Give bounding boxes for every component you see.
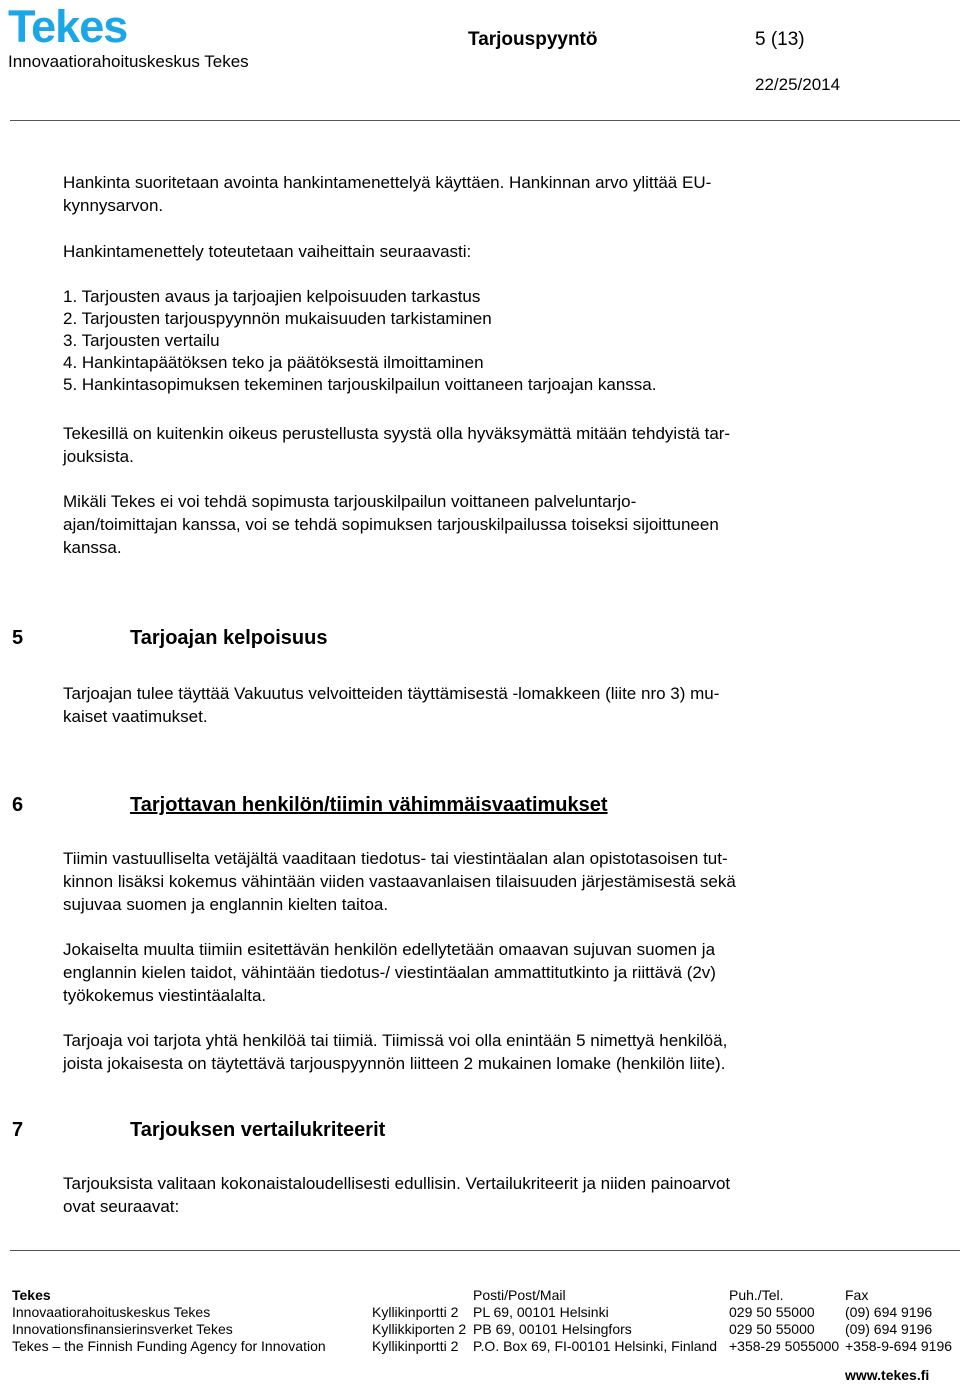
text-line: ajan/toimittajan kanssa, voi se tehdä sopimuksen tarjouskilpailussa toiseksi sijoittuneen — [63, 515, 719, 534]
footer-line: Innovationsfinansierinsverket Tekes — [12, 1321, 233, 1337]
footer-line: Fax — [845, 1287, 869, 1303]
footer-fax — [845, 1287, 952, 1355]
footer-line: PB 69, 00101 Helsingfors — [473, 1321, 632, 1337]
text-line: Hankinta suoritetaan avointa hankintamenettelyä käyttäen. Hankinnan arvo ylittää EU- — [63, 173, 712, 192]
text-line: sujuvaa suomen ja englannin kielten taitoa. — [63, 895, 389, 914]
footer-line: Innovaatiorahoituskeskus Tekes — [12, 1304, 211, 1320]
section-6-number: 6 — [12, 794, 24, 816]
tekes-logo: Tekes — [8, 1, 128, 52]
footer-line: 029 50 55000 — [729, 1304, 815, 1320]
footer-phone — [729, 1287, 839, 1355]
text-line: Tiimin vastuulliselta vetäjältä vaaditaan tiedotus- tai viestintäalan alan opistotasoisen tut- — [63, 849, 728, 868]
footer-line: Kyllikinportti 2 — [372, 1304, 459, 1320]
footer-line: 029 50 55000 — [729, 1321, 815, 1337]
section-7-heading: Tarjouksen vertailukriteerit — [130, 1119, 386, 1141]
footer-line: (09) 694 9196 — [845, 1321, 933, 1337]
footer-line: +358-9-694 9196 — [845, 1338, 953, 1354]
procedure-steps-list — [63, 286, 656, 396]
text-line: ovat seuraavat: — [63, 1197, 180, 1216]
intro-paragraph-3 — [63, 422, 863, 468]
footer-brand: Tekes — [12, 1287, 51, 1303]
footer-line: +358-29 5055000 — [729, 1338, 840, 1354]
text-line: joista jokaisesta on täytettävä tarjouspyynnön liitteen 2 mukainen lomake (henkilön liite). — [63, 1054, 726, 1073]
section-5-number: 5 — [12, 627, 24, 649]
document-date: 22/25/2014 — [755, 75, 841, 94]
intro-paragraph-2: Hankintamenettely toteutetaan vaiheittain seuraavasti: — [63, 242, 472, 261]
section-6-paragraph-1 — [63, 847, 863, 916]
text-line: Tarjoaja voi tarjota yhtä henkilöä tai tiimiä. Tiimissä voi olla enintään 5 nimettyä henkilöä, — [63, 1031, 728, 1050]
text-line: Tarjoajan tulee täyttää Vakuutus velvoitteiden täyttämisestä -lomakkeen (liite nro 3) mu- — [63, 684, 720, 703]
footer-divider — [10, 1250, 960, 1251]
text-line: Tekesillä on kuitenkin oikeus perustellusta syystä olla hyväksymättä mitään tehdyistä tar- — [63, 424, 731, 443]
section-5-heading: Tarjoajan kelpoisuus — [130, 627, 328, 649]
header-divider — [10, 120, 960, 121]
text-line: kaiset vaatimukset. — [63, 707, 208, 726]
header-organization: Innovaatiorahoituskeskus Tekes — [8, 52, 249, 71]
text-line: jouksista. — [63, 447, 134, 466]
text-line: Tarjouksista valitaan kokonaistaloudellisesti edullisin. Vertailukriteerit ja niiden painoarvot — [63, 1174, 731, 1193]
footer-line: Kyllikkiporten 2 — [372, 1321, 467, 1337]
text-line: kinnon lisäksi kokemus vähintään viiden vastaavanlaisen tilaisuuden järjestämisestä sekä — [63, 872, 736, 891]
section-6-paragraph-3 — [63, 1029, 863, 1075]
section-6-heading: Tarjottavan henkilön/tiimin vähimmäisvaatimukset — [130, 794, 608, 816]
document-title: Tarjouspyyntö — [468, 29, 598, 50]
footer-organization-names — [12, 1287, 326, 1355]
list-item: 1. Tarjousten avaus ja tarjoajien kelpoisuuden tarkastus — [63, 287, 481, 306]
list-item: 5. Hankintasopimuksen tekeminen tarjouskilpailun voittaneen tarjoajan kanssa. — [63, 375, 657, 394]
footer-line: PL 69, 00101 Helsinki — [473, 1304, 609, 1320]
footer-postal-addresses — [473, 1287, 717, 1355]
footer-street-addresses — [372, 1304, 466, 1355]
section-5-paragraph — [63, 682, 863, 728]
section-7-paragraph — [63, 1172, 863, 1218]
text-line: työkokemus viestintäalalta. — [63, 986, 267, 1005]
list-item: 2. Tarjousten tarjouspyynnön mukaisuuden tarkistaminen — [63, 309, 492, 328]
footer-line: Puh./Tel. — [729, 1287, 784, 1303]
intro-paragraph-1 — [63, 171, 863, 217]
section-7-number: 7 — [12, 1119, 24, 1141]
footer-line: P.O. Box 69, FI-00101 Helsinki, Finland — [473, 1338, 718, 1354]
footer-line: (09) 694 9196 — [845, 1304, 933, 1320]
footer-website-link[interactable]: www.tekes.fi — [845, 1367, 930, 1383]
footer-line: Tekes – the Finnish Funding Agency for Innovation — [12, 1338, 326, 1354]
section-6-paragraph-2 — [63, 938, 863, 1007]
text-line: englannin kielen taidot, vähintään tiedotus-/ viestintäalan ammattitutkinto ja riittävä (2v) — [63, 963, 716, 982]
list-item: 4. Hankintapäätöksen teko ja päätöksestä ilmoittaminen — [63, 353, 484, 372]
text-line: Mikäli Tekes ei voi tehdä sopimusta tarjouskilpailun voittaneen palveluntarjo- — [63, 492, 637, 511]
list-item: 3. Tarjousten vertailu — [63, 331, 220, 350]
footer-line: Kyllikinportti 2 — [372, 1338, 459, 1354]
text-line: kanssa. — [63, 538, 122, 557]
footer-line: Posti/Post/Mail — [473, 1287, 566, 1303]
text-line: Jokaiselta muulta tiimiin esitettävän henkilön edellytetään omaavan sujuvan suomen ja — [63, 940, 716, 959]
text-line: kynnysarvon. — [63, 196, 164, 215]
page-number: 5 (13) — [755, 29, 805, 50]
intro-paragraph-4 — [63, 490, 863, 559]
